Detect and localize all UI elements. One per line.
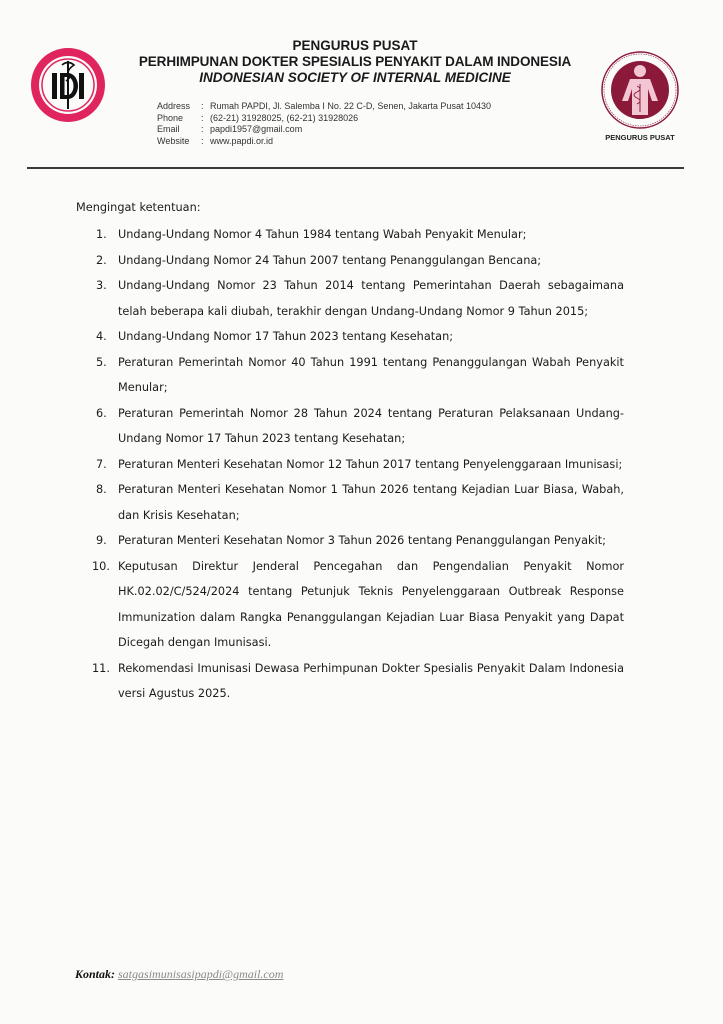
list-item — [76, 554, 624, 656]
list-item — [76, 477, 624, 528]
list-item-text: Keputusan Direktur Jenderal Pencegahan dan Pengendalian Penyakit Nomor HK.02.02/C/524/2024 tentang Petunjuk Teknis Penyelenggaraan Outbreak Response Immunization dalam Rangka Penanggulangan Kejadian Luar Biasa Penyakit yang Dapat Dicegah dengan Imunisasi. — [118, 559, 624, 649]
contact-row-address — [157, 101, 491, 113]
contact-separator: : — [201, 135, 204, 146]
contact-value: papdi1957@gmail.com — [210, 124, 303, 134]
contact-value: www.papdi.or.id — [210, 135, 274, 146]
list-item — [76, 222, 624, 248]
list-item-text: Rekomendasi Imunisasi Dewasa Perhimpunan Dokter Spesialis Penyakit Dalam Indonesia versi Agustus 2025. — [118, 661, 624, 700]
list-item — [76, 401, 624, 452]
list-item-number: 1. — [96, 228, 107, 241]
list-item-text: Undang-Undang Nomor 17 Tahun 2023 tentang Kesehatan; — [118, 330, 454, 343]
org-header — [110, 38, 600, 86]
list-item-number: 10. — [92, 559, 110, 573]
list-item-number: 9. — [96, 534, 107, 547]
list-item — [76, 248, 624, 274]
list-item-text: Undang-Undang Nomor 23 Tahun 2014 tentang Pemerintahan Daerah sebagaimana telah beberapa kali diubah, terakhir dengan Undang-Undang Nomor 9 Tahun 2015; — [118, 279, 624, 318]
organization-name: PERHIMPUNAN DOKTER SPESIALIS PENYAKIT DALAM INDONESIA — [138, 54, 572, 69]
list-item-text: Undang-Undang Nomor 24 Tahun 2007 tentang Penanggulangan Bencana; — [118, 253, 542, 267]
seal-caption: PENGURUS PUSAT — [605, 133, 675, 142]
contact-label: Email — [157, 124, 180, 134]
intro-text: Mengingat ketentuan: — [76, 201, 201, 214]
list-item-text: Peraturan Pemerintah Nomor 28 Tahun 2024 tentang Peraturan Pelaksanaan Undang-Undang Nomor 17 Tahun 2023 tentang Kesehatan; — [118, 406, 624, 445]
contact-separator: : — [201, 112, 204, 123]
idi-logo-icon — [28, 45, 108, 125]
contact-details — [157, 101, 491, 147]
contact-row-website — [157, 136, 491, 148]
letterhead-title: PENGURUS PUSAT — [292, 38, 418, 53]
contact-separator: : — [201, 124, 204, 134]
list-item-number: 3. — [96, 279, 107, 292]
contact-value: Rumah PAPDI, Jl. Salemba I No. 22 C-D, Senen, Jakarta Pusat 10430 — [210, 101, 491, 111]
list-item-text: Peraturan Menteri Kesehatan Nomor 12 Tahun 2017 tentang Penyelenggaraan Imunisasi; — [118, 457, 623, 471]
contact-row-phone — [157, 113, 491, 125]
list-item-text: Peraturan Menteri Kesehatan Nomor 1 Tahun 2026 tentang Kejadian Luar Biasa, Wabah, dan Krisis Kesehatan; — [118, 483, 624, 522]
list-item-number: 4. — [96, 330, 107, 343]
list-item — [76, 350, 624, 401]
list-item — [76, 528, 624, 554]
list-item — [76, 656, 624, 707]
contact-row-email — [157, 124, 491, 136]
list-item-number: 5. — [96, 355, 107, 369]
letterhead — [0, 0, 723, 170]
footer-label: Kontak: — [75, 967, 116, 981]
list-item-number: 2. — [96, 253, 107, 267]
footer-email-link[interactable]: satgasimunisasipapdi@gmail.com — [118, 967, 284, 981]
contact-label: Phone — [157, 112, 184, 123]
contact-label: Address — [157, 101, 191, 111]
list-item — [76, 324, 624, 350]
papdi-seal-icon — [600, 50, 680, 130]
letterhead-divider — [27, 167, 684, 169]
list-item-number: 8. — [96, 483, 107, 496]
legal-basis-list — [76, 222, 624, 707]
list-item — [76, 273, 624, 324]
footer-contact — [75, 967, 283, 982]
list-item-text: Peraturan Menteri Kesehatan Nomor 3 Tahun 2026 tentang Penanggulangan Penyakit; — [118, 534, 606, 547]
list-item-number: 11. — [92, 661, 110, 675]
contact-separator: : — [201, 101, 204, 111]
document-body — [76, 198, 624, 707]
list-item — [76, 452, 624, 478]
contact-value: (62-21) 31928025, (62-21) 31928026 — [210, 112, 359, 123]
contact-label: Website — [157, 135, 190, 146]
list-item-number: 6. — [96, 406, 107, 420]
list-item-text: Undang-Undang Nomor 4 Tahun 1984 tentang Wabah Penyakit Menular; — [118, 228, 527, 241]
organization-name-english: INDONESIAN SOCIETY OF INTERNAL MEDICINE — [199, 70, 511, 85]
list-item-number: 7. — [96, 457, 107, 471]
list-item-text: Peraturan Pemerintah Nomor 40 Tahun 1991 tentang Penanggulangan Wabah Penyakit Menular; — [118, 355, 624, 394]
